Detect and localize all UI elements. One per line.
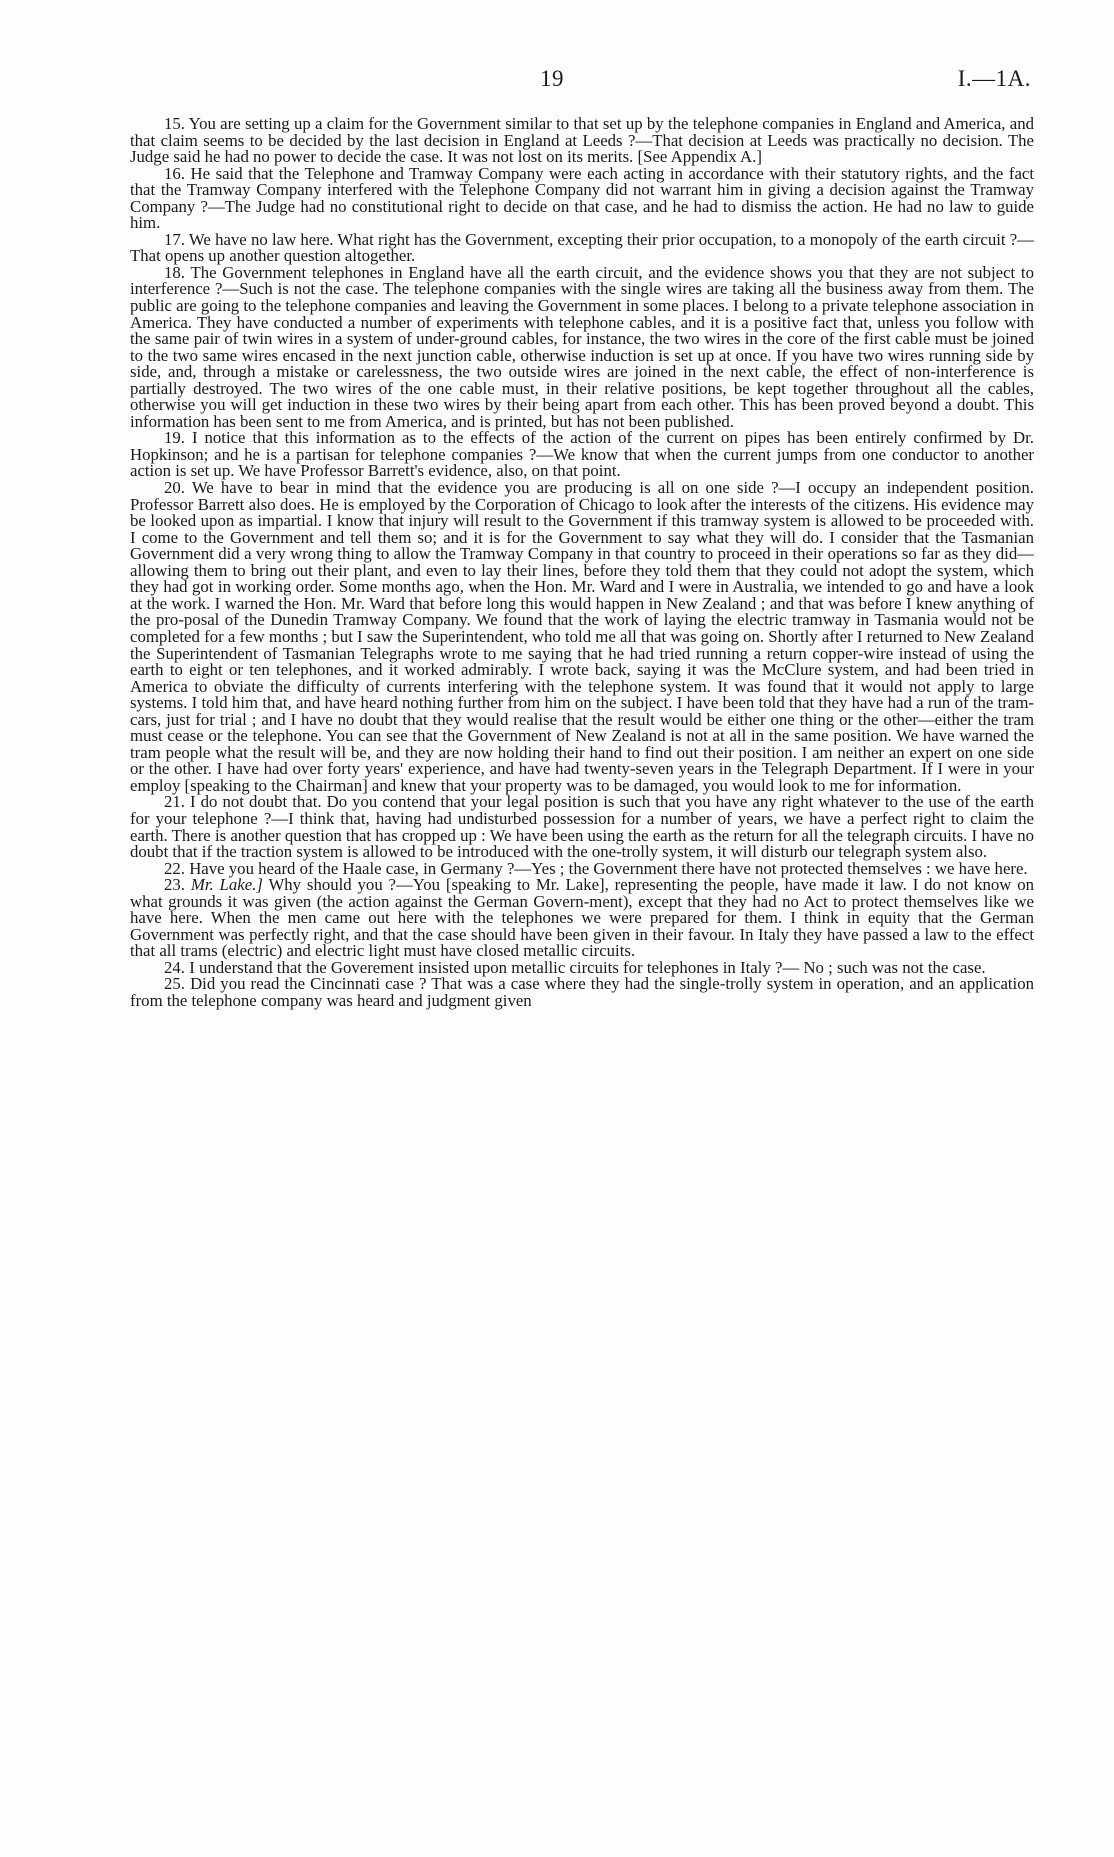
question-paragraph-18	[130, 262, 1034, 431]
page-header	[0, 66, 1114, 96]
question-paragraph-15	[130, 116, 1034, 166]
question-number: 16.	[164, 163, 185, 183]
question-number: 25.	[164, 974, 185, 994]
question-paragraph-25	[130, 976, 1034, 1009]
question-number: 15.	[164, 114, 185, 133]
question-number: 22.	[164, 858, 185, 878]
paragraph-text: You are setting up a claim for the Government similar to that set up by the telephone companies in England and America, and that claim seems to be decided by the last decision in England at Leeds ?—That decision at Leeds was practically no decision. The Judge said he had no power to decide the case. It was not lost on its merits. [See Appendix A.]	[130, 114, 1034, 167]
paragraph-text: The Government telephones in England have all the earth circuit, and the evidence shows you that they are not subject to interference ?—Such is not the case. The telephone companies with the single wires are taking all the business away from them. The public are going to the telephone companies and leaving the Government in some places. I belong to a private telephone association in America. They have conducted a number of experiments with telephone cables, and it is a positive fact that, unless you follow with the same pair of twin wires in a system of under-ground cables, for instance, the two wires in the core of the first cable must be joined to the two same wires encased in the next junction cable, otherwise induction is set up at once. If you have two wires running side by side, and, through a mistake or carelessness, the two outside wires are joined in the next cable, the effect of non-interference is partially destroyed. The two wires of the one cable must, in their relative positions, be kept together throughout all the cables, otherwise you will get induction in these two wires by their being apart from each other. This has been proved beyond a doubt. This information has been sent to me from America, and is printed, but has not been published.	[130, 262, 1034, 431]
paragraph-text: Why should you ?—You [speaking to Mr. Lake], representing the people, have made it law. I do not know on what grounds it was given (the action against the German Govern-ment), except that they had no Act to protect themselves like we have here. When the men came out here with the telephones we were prepared for them. I think in equity that the German Government was perfectly right, and that the case should have been given in their favour. In Italy they have passed a law to the effect that all trams (electric) and electric light must have closed metallic circuits.	[130, 875, 1034, 961]
page-number: 19	[540, 66, 564, 91]
question-number: 17.	[164, 229, 185, 249]
paragraph-text: I understand that the Goverement insisted upon metallic circuits for telephones in Italy ?— No ; such was not the case.	[189, 957, 986, 977]
question-number: 24.	[164, 957, 185, 977]
paragraph-text: He said that the Telephone and Tramway Company were each acting in accordance with their statutory rights, and the fact that the Tramway Company interfered with the Telephone Company did not warrant him in giving a decision against the Tramway Company ?—The Judge had no constitutional right to decide on that case, and he had to dismiss the action. He had no law to guide him.	[130, 163, 1035, 233]
question-paragraph-20	[130, 480, 1034, 794]
paragraph-text: I do not doubt that. Do you contend that your legal position is such that you have any right whatever to the use of the earth for your telephone ?—I think that, having had undisturbed possession for a number of years, we have a perfect right to claim the earth. There is another question that has cropped up : We have been using the earth as the return for all the telegraph circuits. I have no doubt that if the traction system is allowed to be introduced with the one-trolly system, it will disturb our telegraph system also.	[130, 792, 1035, 862]
question-paragraph-16	[130, 163, 1035, 233]
document-reference: I.—1A.	[957, 66, 1031, 91]
question-number: 19.	[164, 428, 185, 448]
evidence-body	[130, 116, 1034, 1010]
speaker-label: Mr. Lake.]	[190, 875, 263, 895]
paragraph-text: Did you read the Cincinnati case ? That was a case where they had the single-trolly system in operation, and an application from the telephone company was heard and judgment given	[130, 974, 1034, 1010]
paragraph-text: We have no law here. What right has the Government, excepting their prior occupation, to a monopoly of the earth circuit ?—That opens up another question altogether.	[130, 229, 1034, 266]
question-number: 23.	[164, 875, 185, 895]
paragraph-text: I notice that this information as to the effects of the action of the current on pipes has been entirely confirmed by Dr. Hopkinson; and he is a partisan for telephone companies ?—We know that when the current jumps from one conductor to another action is set up. We have Professor Barrett's evidence, also, on that point.	[130, 428, 1034, 481]
question-paragraph-19	[130, 430, 1034, 480]
question-paragraph-21	[130, 794, 1034, 860]
question-number: 18.	[164, 262, 185, 282]
paragraph-text: We have to bear in mind that the evidence you are producing is all on one side ?—I occupy an independent position. Professor Barrett also does. He is employed by the Corporation of Chicago to look after the interests of the citizens. His evidence may be looked upon as impartial. I know that injury will result to the Government if this tramway system is allowed to be proceeded with. I come to the Government and tell them so; and it is for the Government to say what they will do. I consider that the Tasmanian Government did a very wrong thing to allow the Tramway Company in that country to proceed in their operations so far as they did—allowing them to bring out their plant, and even to lay their lines, before they told them that they could not adopt the system, which they had got in working order. Some months ago, when the Hon. Mr. Ward and I were in Australia, we intended to go and have a look at the work. I warned the Hon. Mr. Ward that before long this would happen in New Zealand ; and that was before I knew anything of the pro-posal of the Dunedin Tramway Company. We found that the work of laying the electric tramway in Tasmania would not be completed for a few months ; but I saw the Superintendent, who told me all that was going on. Shortly after I returned to New Zealand the Superintendent of Tasmanian Telegraphs wrote to me saying that he had tried running a return copper-wire instead of using the earth to eight or ten telephones, and it worked admirably. I wrote back, saying it was the McClure system, and had been tried in America to obviate the difficulty of currents interfering with the telephone system. It was found that it would not apply to large systems. I told him that, and have heard nothing further from him on the subject. I have been told that they have had a run of the tram-cars, just for trial ; and I have no doubt that they would realise that the result would be either one thing or the other—either the tram must cease or the telephone. You can see that the Government of New Zealand is not at all in the same position. We have warned the tram people what the result will be, and they are now holding their hand to find out their position. I am neither an expert on one side or the other. I have had over forty years' experience, and have had twenty-seven years in the Telegraph Department. If I were in your employ [speaking to the Chairman] and knew that your property was to be damaged, you would look to me for information.	[130, 478, 1034, 795]
question-paragraph-23	[130, 877, 1034, 960]
paragraph-text: Have you heard of the Haale case, in Germany ?—Yes ; the Government there have not protected themselves : we have here.	[189, 858, 1028, 878]
question-paragraph-17	[130, 229, 1034, 266]
question-number: 20.	[164, 478, 185, 498]
question-number: 21.	[164, 792, 185, 812]
